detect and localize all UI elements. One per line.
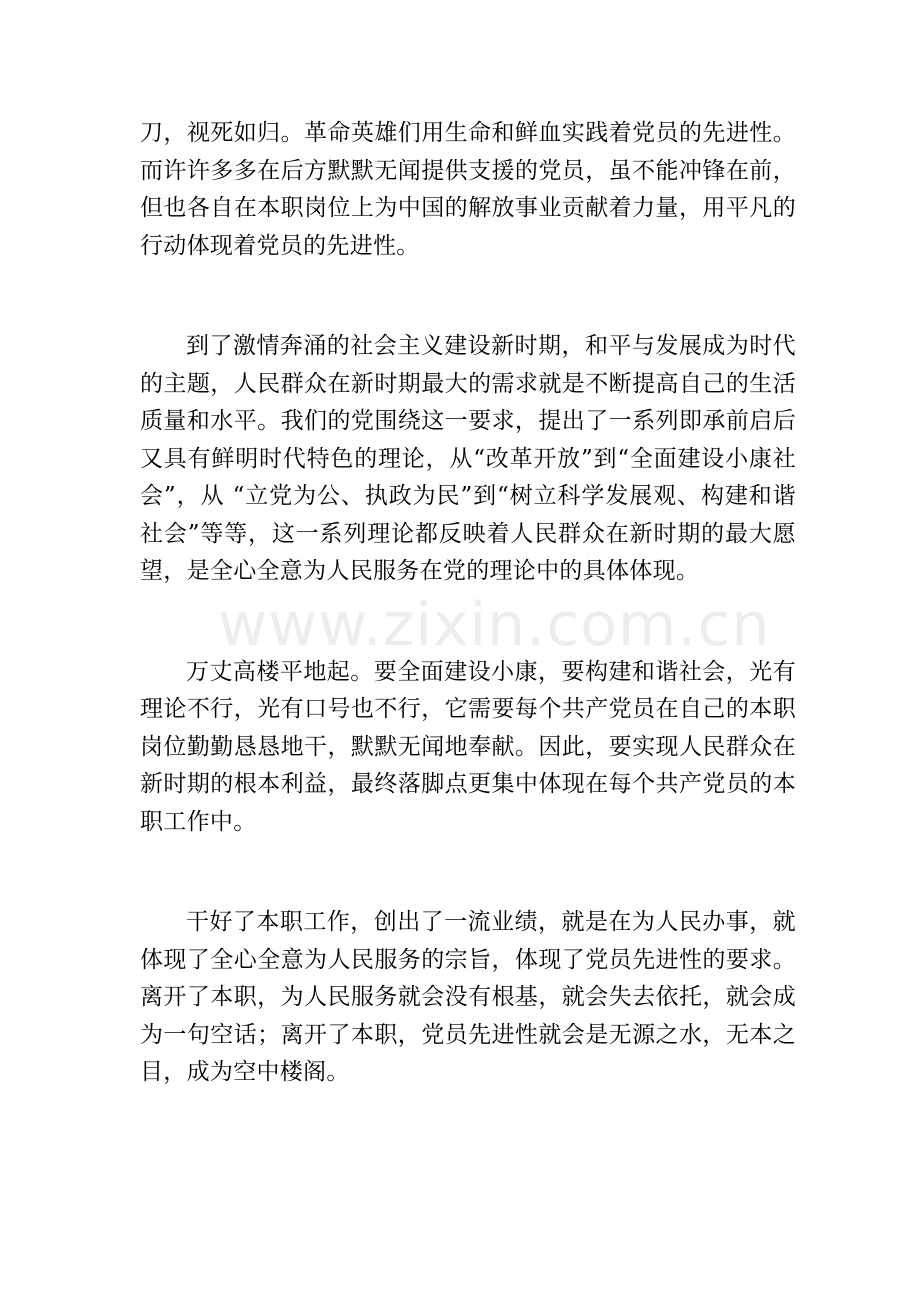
paragraph-3: 万丈高楼平地起。要全面建设小康，要构建和谐社会，光有理论不行，光有口号也不行，它需要每个共产党员在自己的本职岗位勤勤恳恳地干，默默无闻地奉献。因此，要实现人民群众在新时期的根本利益，最终落脚点更集中体现在每个共产党员的本职工作中。 — [140, 658, 796, 835]
paragraph-4: 干好了本职工作，创出了一流业绩，就是在为人民办事，就体现了全心全意为人民服务的宗旨，体现了党员先进性的要求。离开了本职，为人民服务就会没有根基，就会失去依托，就会成为一句空话；离开了本职，党员先进性就会是无源之水，无本之目，成为空中楼阁。 — [140, 909, 796, 1085]
paragraph-gap — [140, 591, 796, 654]
paragraph-2: 到了激情奔涌的社会主义建设新时期，和平与发展成为时代的主题，人民群众在新时期最大的需求就是不断提高自己的生活质量和水平。我们的党围绕这一要求，提出了一系列即承前启后又具有鲜明时代特色的理论，从“改革开放”到“全面建设小康社会”，从 “立党为公、执政为民”到“树立科学发展观、构建和谐社会”等等，这一系列理论都反映着人民群众在新时期的最大愿望，是全心全意为人民服务在党的理论中的具体体现。 — [140, 333, 796, 584]
paragraph-gap — [140, 841, 796, 904]
document-body — [140, 115, 796, 1092]
paragraph-gap — [140, 265, 796, 328]
watermark-text: www.zixin.com.cn — [218, 590, 771, 660]
paragraph-1: 刀，视死如归。革命英雄们用生命和鲜血实践着党员的先进性。而许许多多在后方默默无闻提供支援的党员，虽不能冲锋在前，但也各自在本职岗位上为中国的解放事业贡献着力量，用平凡的行动体现着党员的先进性。 — [140, 120, 796, 259]
